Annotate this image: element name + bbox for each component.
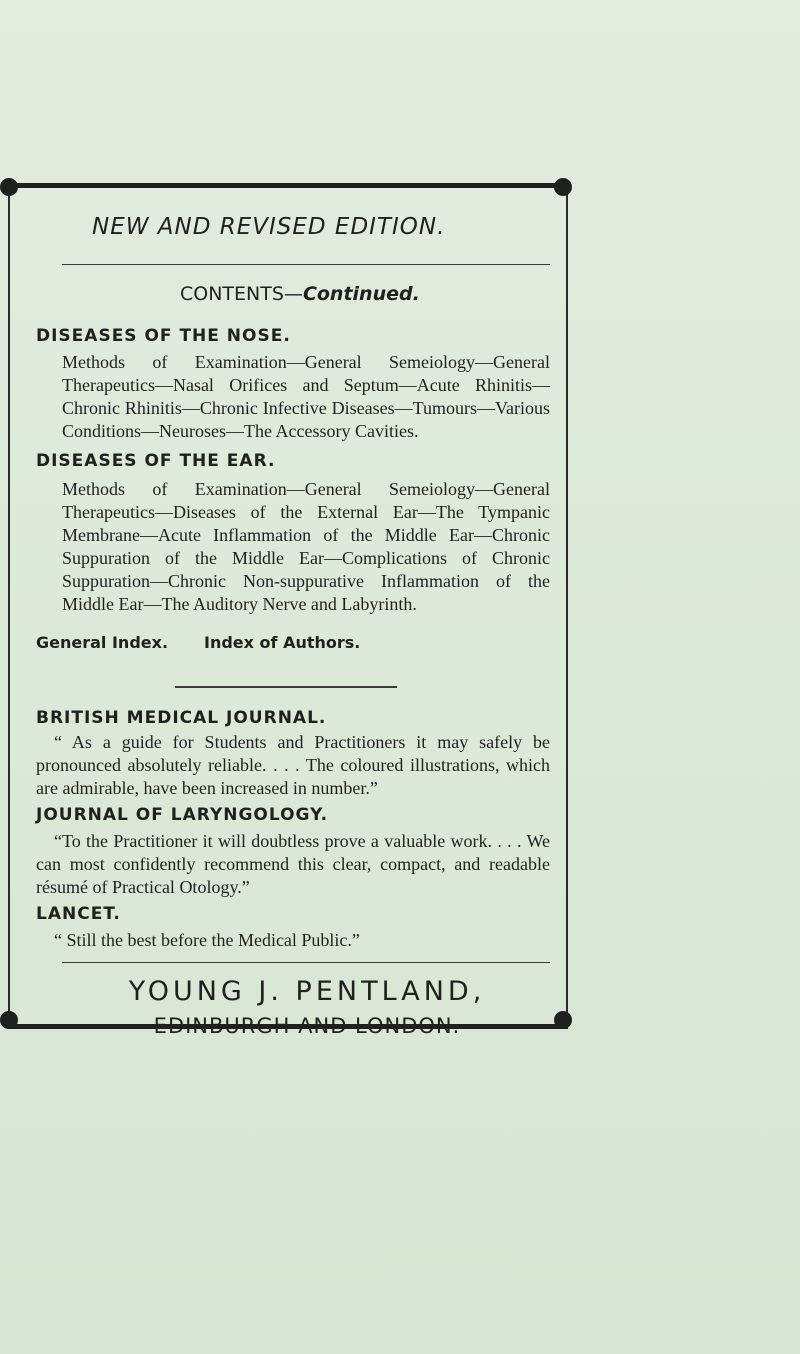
- divider: [175, 686, 397, 688]
- corner-ornament: [0, 178, 18, 196]
- review-source: JOURNAL OF LARYNGOLOGY.: [36, 805, 329, 825]
- publisher-name: YOUNG J. PENTLAND,: [128, 976, 486, 1007]
- edition-title: NEW AND REVISED EDITION.: [92, 214, 446, 240]
- review-quote: “ As a guide for Students and Practitioners it may safely be pronounced absolutely reliable. . . . The coloured illustrations, which are admirable, have been increased in number.”: [36, 732, 550, 798]
- review-quote: “ Still the best before the Medical Public.”: [54, 930, 360, 950]
- ear-section-text: Methods of Examination—General Semeiology—General Therapeutics—Diseases of the External Ear—The Tympanic Membrane—Acute Inflammation of the Middle Ear—Chronic Suppuration of the Middle Ear—Complications of Chronic Suppuration—Chronic Non-suppurative Inflammation of the Middle Ear—The Auditory Nerve and Labyrinth.: [62, 479, 550, 614]
- corner-ornament: [554, 178, 572, 196]
- nose-section-text: Methods of Examination—General Semeiology—General Therapeutics—Nasal Orifices and Septum—Acute Rhinitis—Chronic Rhinitis—Chronic Infective Diseases—Tumours—Various Conditions—Neuroses—The Accessory Cavities.: [62, 352, 550, 441]
- ear-section-heading: DISEASES OF THE EAR.: [36, 451, 276, 471]
- divider: [62, 264, 550, 265]
- contents-heading: [180, 283, 420, 305]
- publisher-location: EDINBURGH AND LONDON.: [153, 1014, 461, 1038]
- corner-ornament: [554, 1011, 572, 1029]
- review-quote: “To the Practitioner it will doubtless prove a valuable work. . . . We can most confidently recommend this clear, compact, and readable résumé of Practical Otology.”: [36, 831, 550, 897]
- corner-ornament: [0, 1011, 18, 1029]
- contents-label: CONTENTS—: [180, 283, 303, 305]
- divider: [62, 962, 550, 963]
- general-index: General Index.: [36, 633, 169, 652]
- nose-section-heading: DISEASES OF THE NOSE.: [36, 326, 291, 346]
- authors-index: Index of Authors.: [204, 633, 361, 652]
- review-source: BRITISH MEDICAL JOURNAL.: [36, 708, 327, 728]
- contents-continued: Continued.: [302, 283, 420, 305]
- review-source: LANCET.: [36, 904, 121, 924]
